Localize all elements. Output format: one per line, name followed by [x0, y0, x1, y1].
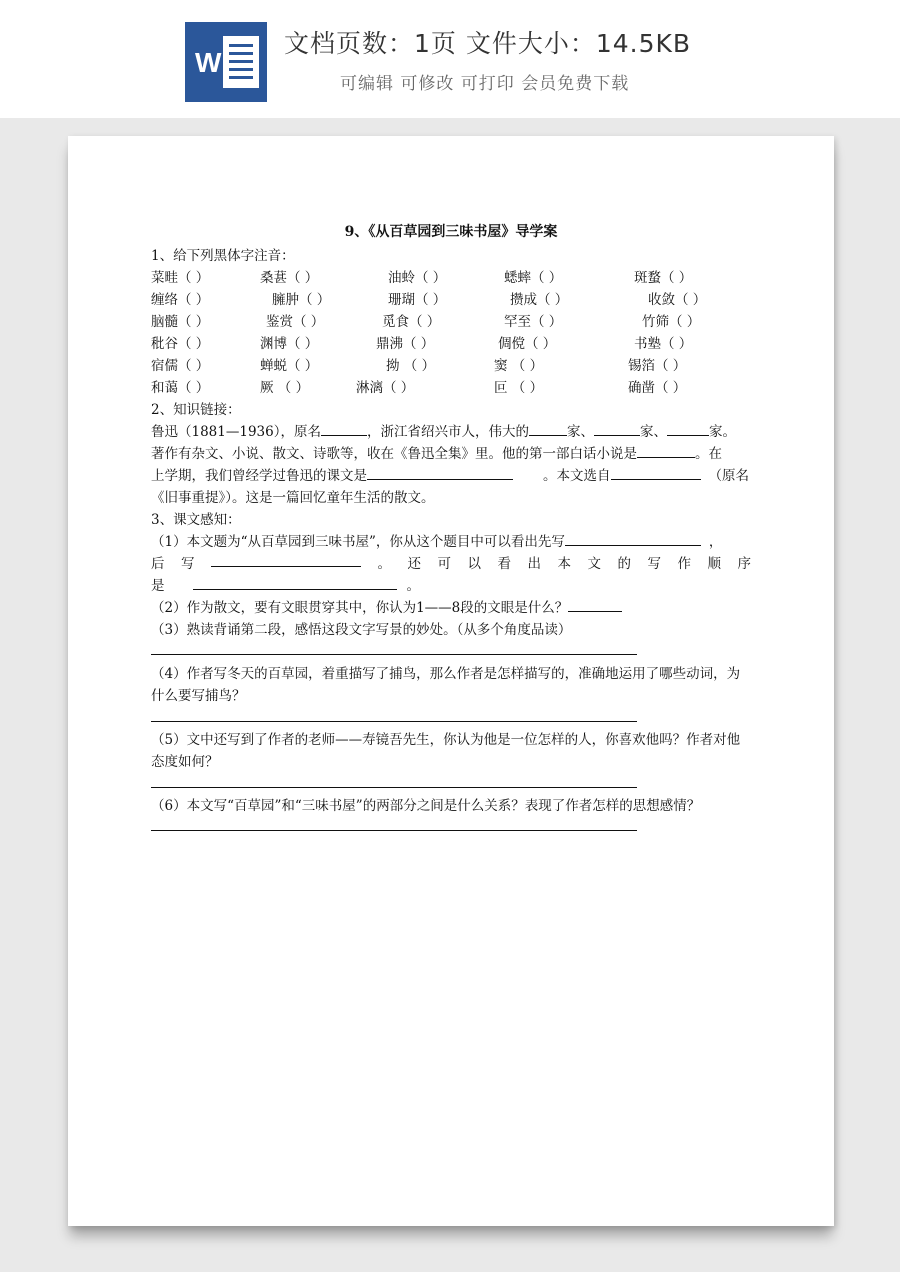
- download-banner: [0, 0, 900, 118]
- text: （原名: [708, 468, 749, 484]
- blank-first-part: [565, 531, 701, 546]
- blank-first-novel: [637, 443, 695, 458]
- text: 鲁迅（1881—1936），原名: [151, 424, 321, 440]
- pinyin-item: 蝉蜕（ ）: [260, 358, 319, 374]
- text: 写: [181, 556, 195, 572]
- blank-writing-order: [193, 575, 397, 590]
- text: 还: [407, 556, 421, 572]
- answer-line: [151, 721, 637, 722]
- text: 看: [497, 556, 511, 572]
- text: 是: [151, 578, 165, 594]
- pinyin-item: 菜畦（ ）: [151, 270, 210, 286]
- banner-subtitle: 可编辑 可修改 可打印 会员免费下载: [340, 74, 630, 94]
- pinyin-item: 拗 （ ）: [386, 358, 436, 374]
- question-4-line-2: 什么要写捕鸟？: [151, 688, 246, 704]
- section-3-heading: 3、课文感知：: [151, 512, 241, 528]
- text: 著作有杂文、小说、散文、诗歌等，收在《鲁迅全集》里。他的第一部白话小说是: [151, 446, 637, 462]
- text: ，浙江省绍兴市人，伟大的: [366, 424, 529, 440]
- text: 出: [527, 556, 541, 572]
- question-6: （6）本文写“百草园”和“三味书屋”的两部分之间是什么关系？表现了作者怎样的思想感情？: [151, 798, 701, 814]
- document-page: [68, 136, 834, 1226]
- text: 以: [467, 556, 481, 572]
- blank: [594, 421, 640, 436]
- pinyin-item: 脑髓（ ）: [151, 314, 210, 330]
- text: 。在: [695, 446, 722, 462]
- question-5-line-1: （5）文中还写到了作者的老师——寿镜吾先生，你认为他是一位怎样的人，你喜欢他吗？作者对他: [151, 732, 741, 748]
- answer-line: [151, 787, 637, 788]
- pinyin-item: 和蔼（ ）: [151, 380, 210, 396]
- pinyin-item: 倜傥（ ）: [498, 336, 557, 352]
- question-4-line-1: （4）作者写冬天的百草园，着重描写了捕鸟，那么作者是怎样描写的，准确地运用了哪些动词，为: [151, 666, 741, 682]
- knowledge-line-4: 《旧事重提》）。这是一篇回忆童年生活的散文。: [151, 490, 435, 506]
- pinyin-item: 厥 （ ）: [260, 380, 310, 396]
- question-5-line-2: 态度如何？: [151, 754, 219, 770]
- pinyin-item: 蟋蟀（ ）: [504, 270, 563, 286]
- blank-second-part: [211, 552, 361, 567]
- question-1-line-1: [151, 530, 722, 550]
- section-2-heading: 2、知识链接：: [151, 402, 241, 418]
- question-1-line-3: [151, 574, 420, 594]
- pinyin-item: 臃肿（ ）: [272, 292, 331, 308]
- text: 可: [437, 556, 451, 572]
- banner-title: 文档页数：1页 文件大小：14.5KB: [284, 29, 692, 58]
- text: 家。: [708, 424, 736, 440]
- pinyin-item: 宿儒（ ）: [151, 358, 210, 374]
- text: 作: [677, 556, 691, 572]
- pinyin-item: 桑葚（ ）: [260, 270, 319, 286]
- pinyin-item: 珊瑚（ ）: [388, 292, 447, 308]
- question-1-line-2: [151, 552, 751, 572]
- text: 。本文选自: [543, 468, 611, 484]
- blank-source: [611, 465, 701, 480]
- text: 的: [617, 556, 631, 572]
- blank: [667, 421, 709, 436]
- pinyin-item: 收敛（ ）: [648, 292, 707, 308]
- text: 本: [557, 556, 571, 572]
- word-document-icon: [185, 22, 267, 102]
- blank-previous-lesson: [367, 465, 513, 480]
- pinyin-item: 竹筛（ ）: [642, 314, 701, 330]
- pinyin-item: 锡箔（ ）: [628, 358, 687, 374]
- text: 后: [151, 556, 165, 572]
- pinyin-item: 窦 （ ）: [494, 358, 544, 374]
- pinyin-item: 攒成（ ）: [510, 292, 569, 308]
- pinyin-item: 罕至（ ）: [504, 314, 563, 330]
- pinyin-item: 叵 （ ）: [494, 380, 544, 396]
- word-icon-letter: W: [195, 47, 222, 78]
- pinyin-item: 鉴赏（ ）: [266, 314, 325, 330]
- text: 写: [647, 556, 661, 572]
- knowledge-line-1: [151, 420, 736, 440]
- answer-line: [151, 830, 637, 831]
- pinyin-item: 淋漓（ ）: [356, 380, 415, 396]
- pinyin-item: 渊博（ ）: [260, 336, 319, 352]
- question-3: （3）熟读背诵第二段，感悟这段文字写景的妙处。（从多个角度品读）: [151, 622, 572, 638]
- blank-key-phrase: [568, 597, 622, 612]
- pinyin-item: 鼎沸（ ）: [376, 336, 435, 352]
- text: 上学期，我们曾经学过鲁迅的课文是: [151, 468, 367, 484]
- pinyin-item: 油蛉（ ）: [388, 270, 447, 286]
- text: 家、: [566, 424, 594, 440]
- answer-line: [151, 654, 637, 655]
- text: （2）作为散文，要有文眼贯穿其中，你认为1——8段的文眼是什么？: [151, 600, 569, 616]
- section-1-heading: 1、给下列黑体字注音：: [151, 248, 295, 264]
- knowledge-line-3: [151, 464, 749, 484]
- pinyin-item: 确凿（ ）: [628, 380, 687, 396]
- pinyin-item: 斑蝥（ ）: [634, 270, 693, 286]
- text: 序: [737, 556, 751, 572]
- knowledge-line-2: [151, 442, 722, 462]
- text: ，: [708, 534, 723, 550]
- blank: [529, 421, 567, 436]
- text: 家、: [639, 424, 667, 440]
- blank-original-name: [321, 421, 367, 436]
- text: 文: [587, 556, 601, 572]
- doc-title: 9、《从百草园到三味书屋》导学案: [344, 224, 558, 240]
- text: 。: [377, 556, 391, 572]
- document-body: [68, 136, 834, 1226]
- text: 顺: [707, 556, 721, 572]
- pinyin-item: 秕谷（ ）: [151, 336, 210, 352]
- pinyin-item: 缠络（ ）: [151, 292, 210, 308]
- pinyin-item: 觅食（ ）: [382, 314, 441, 330]
- text: （1）本文题为“从百草园到三味书屋”，你从这个题目中可以看出先写: [151, 534, 565, 550]
- pinyin-item: 书塾（ ）: [634, 336, 693, 352]
- text: 。: [406, 578, 420, 594]
- question-2: [151, 596, 622, 616]
